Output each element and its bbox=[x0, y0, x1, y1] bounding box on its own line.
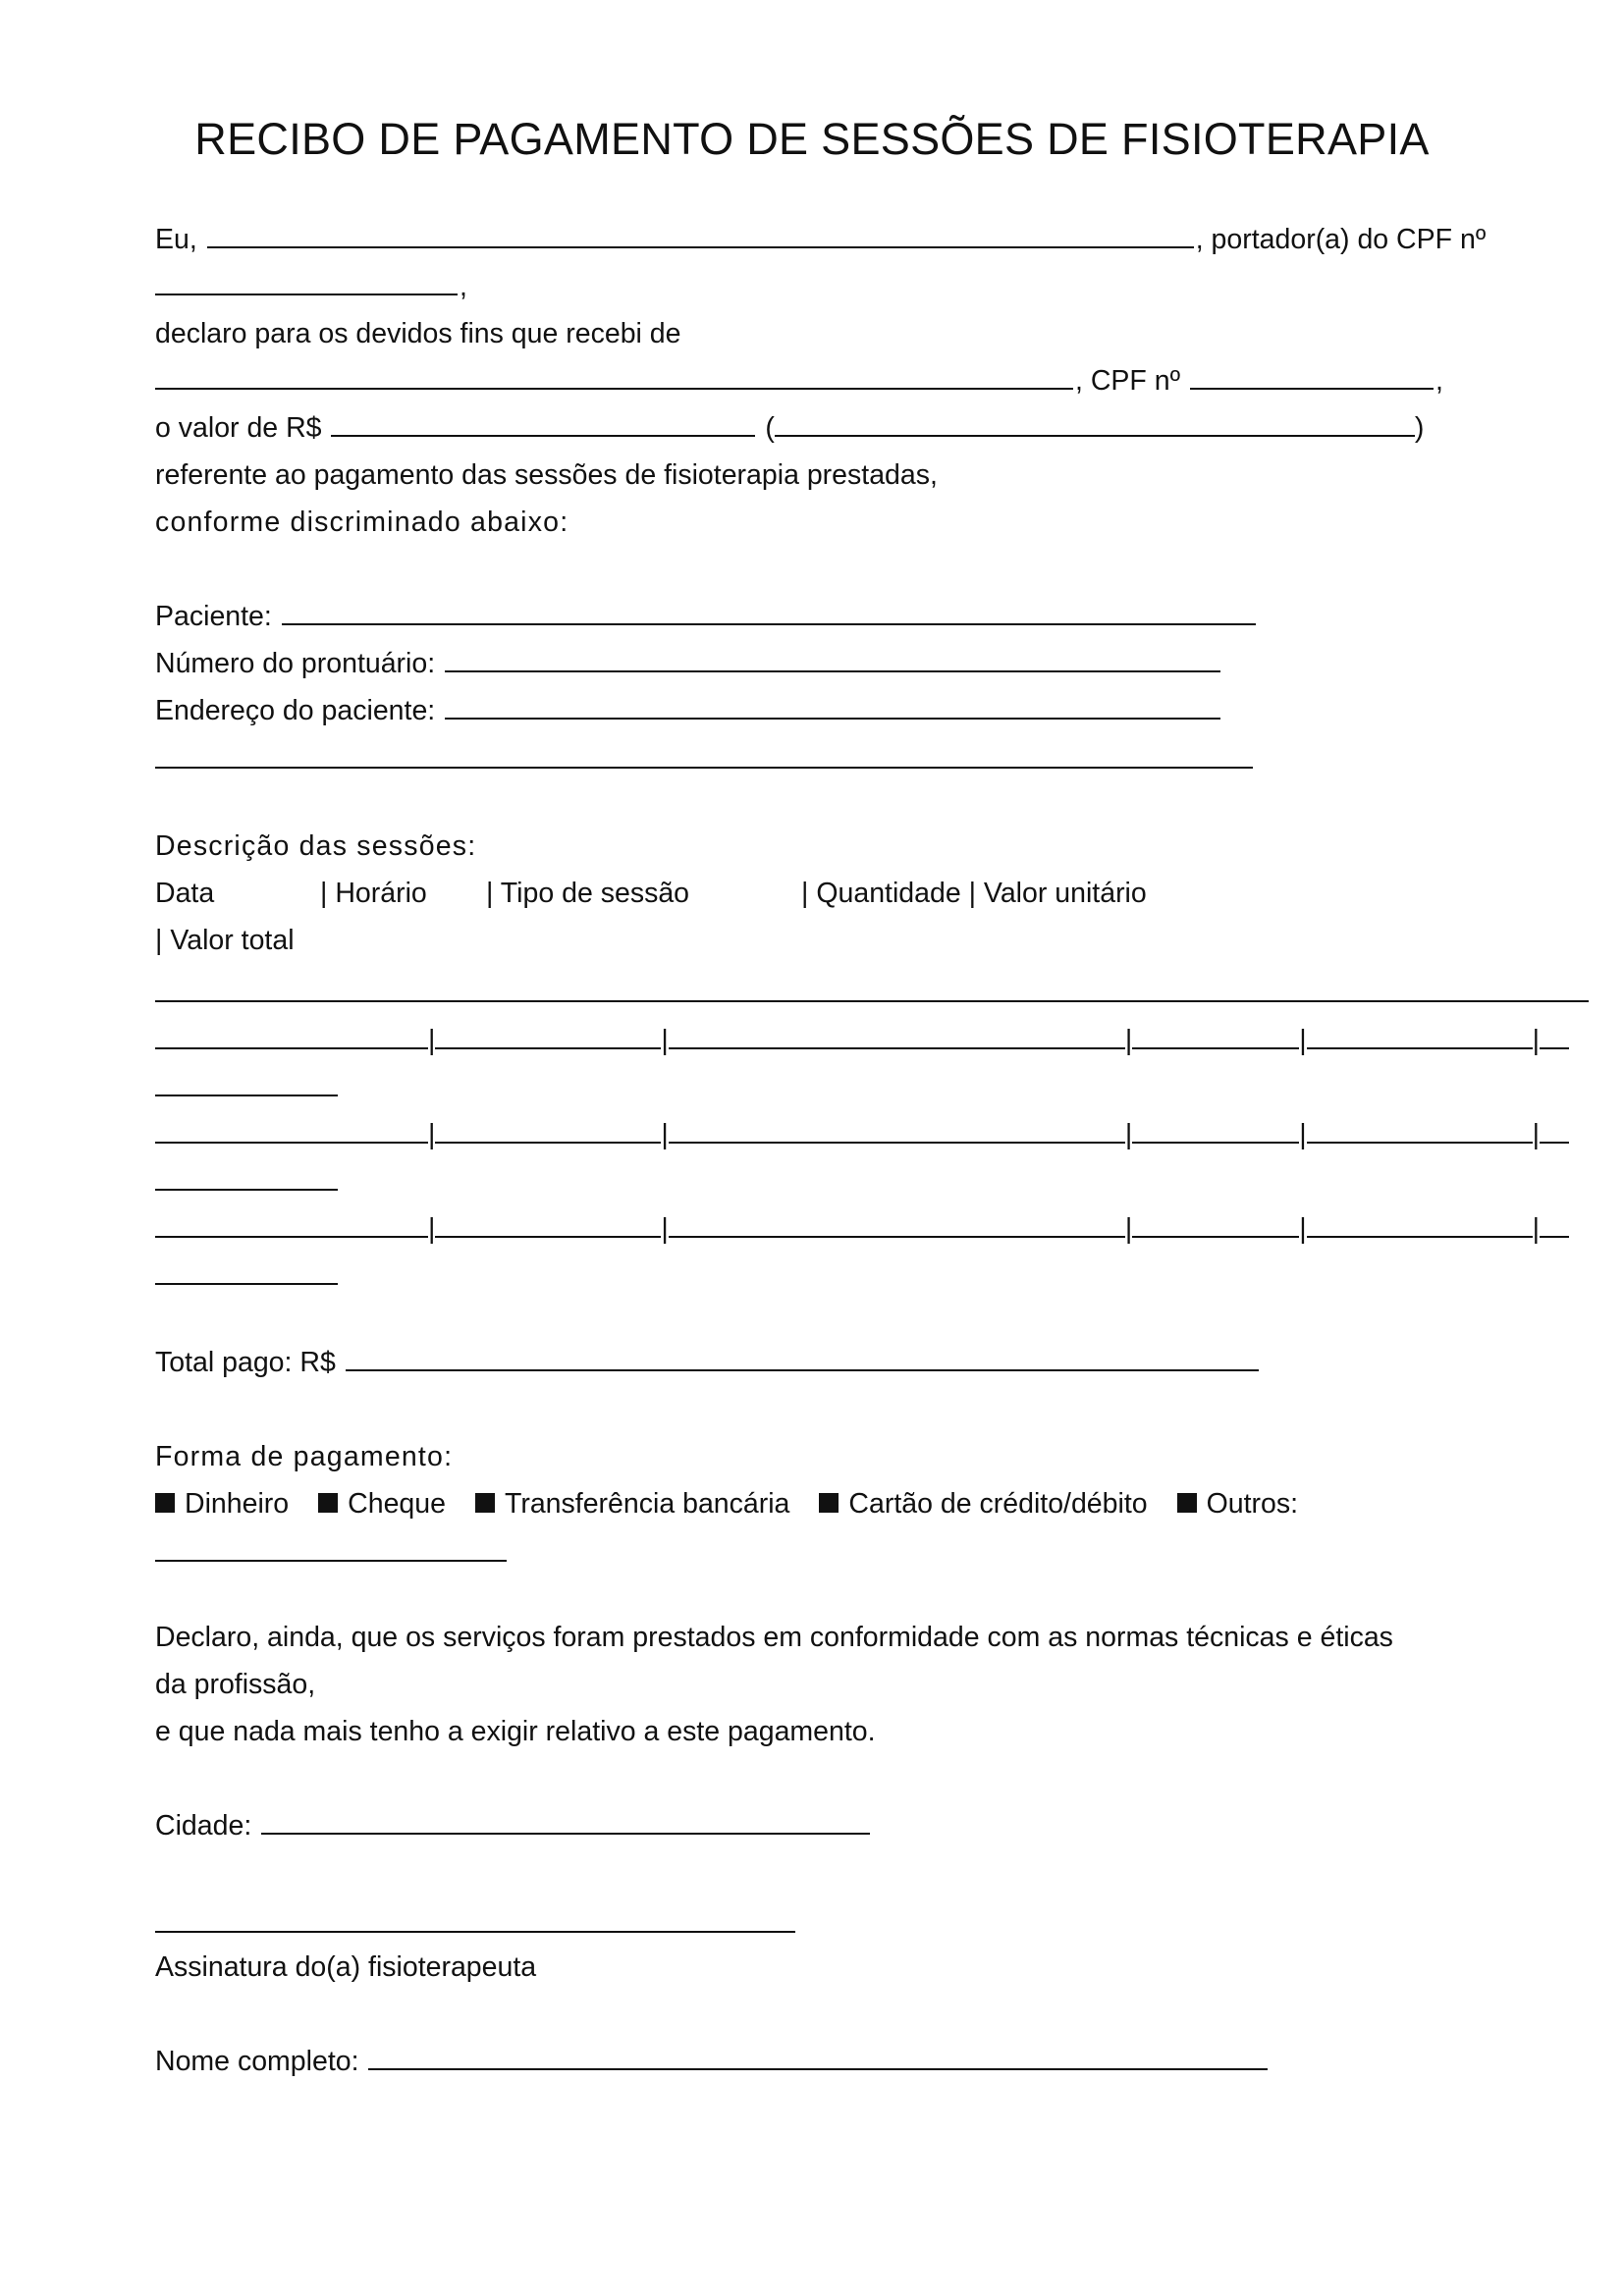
cpf-label: , CPF nº bbox=[1075, 365, 1181, 397]
table-row-continuation bbox=[155, 1255, 340, 1298]
payment-option-cartao[interactable] bbox=[819, 1482, 1147, 1525]
column-separator: | bbox=[428, 1119, 436, 1150]
option-label: Cartão de crédito/débito bbox=[848, 1488, 1148, 1520]
signature-line bbox=[155, 1902, 797, 1946]
closing-line-2: da profissão, bbox=[155, 1669, 316, 1700]
column-tipo: | Tipo de sessão bbox=[486, 878, 690, 909]
row-horario-field[interactable] bbox=[435, 1115, 661, 1144]
column-quantidade-valor-unitario: | Quantidade | Valor unitário bbox=[801, 878, 1147, 909]
table-row bbox=[155, 1207, 1569, 1251]
column-separator: | bbox=[1299, 1213, 1307, 1245]
endereco-label: Endereço do paciente: bbox=[155, 695, 436, 726]
page-title: RECIBO DE PAGAMENTO DE SESSÕES DE FISIOTERAPIA bbox=[194, 114, 1430, 164]
payment-option-transferencia[interactable] bbox=[475, 1482, 789, 1525]
payment-option-dinheiro[interactable] bbox=[155, 1482, 289, 1525]
outros-line bbox=[155, 1531, 509, 1575]
option-label: Cheque bbox=[348, 1488, 446, 1520]
row-quantidade-field[interactable] bbox=[1132, 1021, 1299, 1049]
column-separator: | bbox=[661, 1025, 669, 1056]
row-valor-total-field-cont[interactable] bbox=[155, 1162, 338, 1191]
checkbox-icon[interactable] bbox=[318, 1493, 338, 1513]
column-separator: | bbox=[1299, 1119, 1307, 1150]
declarant-name-field[interactable] bbox=[207, 220, 1194, 248]
paren-open: ( bbox=[765, 412, 775, 444]
total-line bbox=[155, 1341, 1261, 1384]
column-separator: | bbox=[1124, 1119, 1133, 1150]
row-tipo-field[interactable] bbox=[669, 1115, 1125, 1144]
patient-line bbox=[155, 595, 1258, 638]
row-valor-unitario-field[interactable] bbox=[1307, 1209, 1533, 1238]
row-valor-total-field[interactable] bbox=[1540, 1209, 1569, 1238]
column-separator: | bbox=[661, 1213, 669, 1245]
declaro-line: declaro para os devidos fins que recebi de bbox=[155, 318, 681, 349]
endereco-field-2[interactable] bbox=[155, 740, 1253, 769]
row-valor-total-field[interactable] bbox=[1540, 1021, 1569, 1049]
checkbox-icon[interactable] bbox=[155, 1493, 175, 1513]
row-horario-field[interactable] bbox=[435, 1021, 661, 1049]
payment-option-outros[interactable] bbox=[1177, 1482, 1298, 1525]
column-separator: | bbox=[1532, 1213, 1541, 1245]
column-data: Data bbox=[155, 878, 215, 909]
endereco-continuation-line bbox=[155, 738, 1255, 781]
sessions-header-row bbox=[155, 872, 1235, 915]
full-name-line bbox=[155, 2040, 1270, 2083]
row-tipo-field[interactable] bbox=[669, 1021, 1125, 1049]
checkbox-icon[interactable] bbox=[1177, 1493, 1197, 1513]
prontuario-field[interactable] bbox=[445, 644, 1220, 672]
checkbox-icon[interactable] bbox=[819, 1493, 839, 1513]
comma-text: , bbox=[460, 271, 467, 302]
table-row-continuation bbox=[155, 1160, 340, 1203]
row-valor-total-field-cont[interactable] bbox=[155, 1256, 338, 1285]
outros-field[interactable] bbox=[155, 1533, 507, 1562]
checkbox-icon[interactable] bbox=[475, 1493, 495, 1513]
paren-close: ) bbox=[1414, 412, 1425, 444]
column-separator: | bbox=[1124, 1025, 1133, 1056]
referente-line: referente ao pagamento das sessões de fisioterapia prestadas, bbox=[155, 459, 938, 491]
row-valor-unitario-field[interactable] bbox=[1307, 1021, 1533, 1049]
payer-name-field[interactable] bbox=[155, 361, 1073, 390]
column-separator: | bbox=[428, 1213, 436, 1245]
valor-label: o valor de R$ bbox=[155, 412, 322, 444]
table-top-rule bbox=[155, 972, 1591, 1015]
table-row bbox=[155, 1113, 1569, 1156]
row-data-field[interactable] bbox=[155, 1021, 428, 1049]
comma-text: , bbox=[1435, 365, 1443, 397]
valor-extenso-field[interactable] bbox=[775, 408, 1415, 437]
prontuario-line bbox=[155, 642, 1222, 685]
column-separator: | bbox=[1532, 1119, 1541, 1150]
table-row-continuation bbox=[155, 1066, 340, 1109]
column-valor-total: | Valor total bbox=[155, 925, 295, 956]
declarant-cpf-line bbox=[155, 265, 467, 308]
valor-field[interactable] bbox=[331, 408, 755, 437]
closing-line-3: e que nada mais tenho a exigir relativo a este pagamento. bbox=[155, 1716, 876, 1747]
cidade-field[interactable] bbox=[261, 1806, 870, 1835]
row-valor-unitario-field[interactable] bbox=[1307, 1115, 1533, 1144]
nome-completo-label: Nome completo: bbox=[155, 2046, 359, 2077]
signature-label: Assinatura do(a) fisioterapeuta bbox=[155, 1951, 537, 1983]
payer-line bbox=[155, 359, 1443, 402]
option-label: Outros: bbox=[1206, 1488, 1299, 1520]
column-separator: | bbox=[1299, 1025, 1307, 1056]
row-quantidade-field[interactable] bbox=[1132, 1115, 1299, 1144]
eu-label: Eu, bbox=[155, 224, 197, 255]
total-label: Total pago: R$ bbox=[155, 1347, 336, 1378]
column-separator: | bbox=[428, 1025, 436, 1056]
total-field[interactable] bbox=[346, 1343, 1259, 1371]
patient-name-field[interactable] bbox=[282, 597, 1256, 625]
column-horario: | Horário bbox=[320, 878, 427, 909]
option-label: Transferência bancária bbox=[504, 1488, 790, 1520]
row-quantidade-field[interactable] bbox=[1132, 1209, 1299, 1238]
conforme-line: conforme discriminado abaixo: bbox=[155, 507, 569, 538]
portador-label: , portador(a) do CPF nº bbox=[1195, 224, 1487, 255]
option-label: Dinheiro bbox=[185, 1488, 290, 1520]
row-valor-total-field[interactable] bbox=[1540, 1115, 1569, 1144]
sessions-heading: Descrição das sessões: bbox=[155, 830, 477, 862]
payer-cpf-field[interactable] bbox=[1190, 361, 1434, 390]
city-line bbox=[155, 1804, 872, 1847]
table-row bbox=[155, 1019, 1569, 1062]
row-data-field[interactable] bbox=[155, 1115, 428, 1144]
closing-line-1: Declaro, ainda, que os serviços foram prestados em conformidade com as normas técnicas e éticas bbox=[155, 1622, 1393, 1653]
paciente-label: Paciente: bbox=[155, 601, 272, 632]
endereco-field[interactable] bbox=[445, 691, 1220, 720]
endereco-line bbox=[155, 689, 1222, 732]
payment-options bbox=[155, 1482, 1327, 1525]
signature-field[interactable] bbox=[155, 1904, 795, 1933]
column-separator: | bbox=[1532, 1025, 1541, 1056]
row-tipo-field[interactable] bbox=[669, 1209, 1125, 1238]
column-separator: | bbox=[1124, 1213, 1133, 1245]
row-valor-total-field-cont[interactable] bbox=[155, 1068, 338, 1096]
payment-option-cheque[interactable] bbox=[318, 1482, 446, 1525]
column-separator: | bbox=[661, 1119, 669, 1150]
cidade-label: Cidade: bbox=[155, 1810, 252, 1842]
table-divider bbox=[155, 974, 1589, 1002]
declarant-cpf-field[interactable] bbox=[155, 267, 458, 295]
declarant-line bbox=[155, 218, 1486, 261]
payment-heading: Forma de pagamento: bbox=[155, 1441, 454, 1472]
row-data-field[interactable] bbox=[155, 1209, 428, 1238]
prontuario-label: Número do prontuário: bbox=[155, 648, 436, 679]
nome-completo-field[interactable] bbox=[368, 2042, 1268, 2070]
valor-line bbox=[155, 406, 1424, 450]
row-horario-field[interactable] bbox=[435, 1209, 661, 1238]
